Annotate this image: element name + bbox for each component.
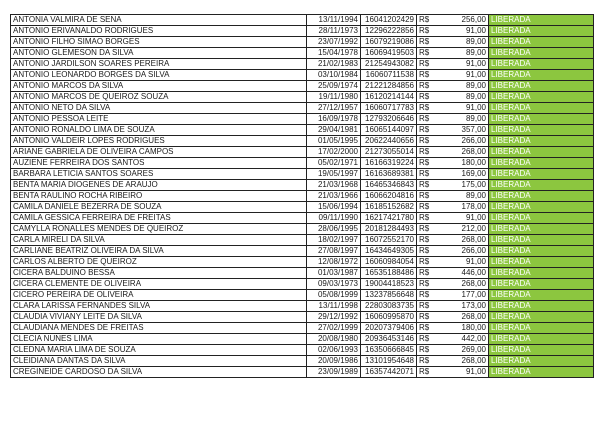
value-cell[interactable]: 89,00 [431, 48, 489, 59]
currency-cell[interactable]: R$ [417, 59, 431, 70]
date-cell[interactable]: 21/03/1968 [307, 180, 361, 191]
name-cell[interactable]: CLEDNA MARIA LIMA DE SOUZA [11, 345, 307, 356]
value-cell[interactable]: 357,00 [431, 125, 489, 136]
date-cell[interactable]: 27/02/1999 [307, 323, 361, 334]
status-cell[interactable]: LIBERADA [489, 92, 594, 103]
value-cell[interactable]: 180,00 [431, 323, 489, 334]
status-cell[interactable]: LIBERADA [489, 191, 594, 202]
value-cell[interactable]: 178,00 [431, 202, 489, 213]
name-cell[interactable]: BENTA RAULINO ROCHA RIBEIRO [11, 191, 307, 202]
table-row [11, 202, 594, 213]
table-row [11, 213, 594, 224]
code-cell[interactable]: 16065144097 [361, 125, 417, 136]
code-cell[interactable]: 16465346843 [361, 180, 417, 191]
name-cell[interactable]: ANTONIO MARCOS DE QUEIROZ SOUZA [11, 92, 307, 103]
code-cell[interactable]: 16434649305 [361, 246, 417, 257]
table-row [11, 147, 594, 158]
table-row [11, 367, 594, 378]
currency-cell[interactable]: R$ [417, 70, 431, 81]
table-row [11, 125, 594, 136]
value-cell[interactable]: 89,00 [431, 191, 489, 202]
status-cell[interactable]: LIBERADA [489, 367, 594, 378]
date-cell[interactable]: 15/06/1994 [307, 202, 361, 213]
name-cell[interactable]: CLEIDIANA DANTAS DA SILVA [11, 356, 307, 367]
date-cell[interactable]: 05/08/1999 [307, 290, 361, 301]
currency-cell[interactable]: R$ [417, 114, 431, 125]
table-row [11, 136, 594, 147]
status-cell[interactable]: LIBERADA [489, 279, 594, 290]
table-row [11, 158, 594, 169]
status-cell[interactable]: LIBERADA [489, 48, 594, 59]
date-cell[interactable]: 27/12/1957 [307, 103, 361, 114]
currency-cell[interactable]: R$ [417, 235, 431, 246]
date-cell[interactable]: 23/09/1989 [307, 367, 361, 378]
table-row [11, 268, 594, 279]
value-cell[interactable]: 446,00 [431, 268, 489, 279]
code-cell[interactable]: 20936453146 [361, 334, 417, 345]
records-table [10, 14, 594, 378]
name-cell[interactable]: ANTONIA VALMIRA DE SENA [11, 15, 307, 26]
value-cell[interactable]: 442,00 [431, 334, 489, 345]
currency-cell[interactable]: R$ [417, 367, 431, 378]
value-cell[interactable]: 175,00 [431, 180, 489, 191]
name-cell[interactable]: ANTONIO VALDEIR LOPES RODRIGUES [11, 136, 307, 147]
table-row [11, 81, 594, 92]
currency-cell[interactable]: R$ [417, 268, 431, 279]
value-cell[interactable]: 89,00 [431, 81, 489, 92]
currency-cell[interactable]: R$ [417, 202, 431, 213]
currency-cell[interactable]: R$ [417, 103, 431, 114]
name-cell[interactable]: CLARA LARISSA FERNANDES SILVA [11, 301, 307, 312]
code-cell[interactable]: 12296222856 [361, 26, 417, 37]
value-cell[interactable]: 256,00 [431, 15, 489, 26]
status-cell[interactable]: LIBERADA [489, 81, 594, 92]
records-table-body [11, 15, 594, 378]
date-cell[interactable]: 25/09/1974 [307, 81, 361, 92]
status-cell[interactable]: LIBERADA [489, 136, 594, 147]
currency-cell[interactable]: R$ [417, 345, 431, 356]
name-cell[interactable]: CICERA BALDUINO BESSA [11, 268, 307, 279]
code-cell[interactable]: 21221284856 [361, 81, 417, 92]
table-row [11, 246, 594, 257]
currency-cell[interactable]: R$ [417, 125, 431, 136]
currency-cell[interactable]: R$ [417, 37, 431, 48]
date-cell[interactable]: 17/02/2000 [307, 147, 361, 158]
value-cell[interactable]: 268,00 [431, 356, 489, 367]
table-row [11, 290, 594, 301]
table-row [11, 37, 594, 48]
code-cell[interactable]: 12793206646 [361, 114, 417, 125]
name-cell[interactable]: ANTONIO ERIVANALDO RODRIGUES [11, 26, 307, 37]
currency-cell[interactable]: R$ [417, 224, 431, 235]
value-cell[interactable]: 180,00 [431, 158, 489, 169]
value-cell[interactable]: 91,00 [431, 257, 489, 268]
currency-cell[interactable]: R$ [417, 180, 431, 191]
name-cell[interactable]: ANTONIO PESSOA LEITE [11, 114, 307, 125]
date-cell[interactable]: 21/03/1966 [307, 191, 361, 202]
value-cell[interactable]: 173,00 [431, 301, 489, 312]
status-cell[interactable]: LIBERADA [489, 70, 594, 81]
name-cell[interactable]: CICERO PEREIRA DE OLIVEIRA [11, 290, 307, 301]
table-row [11, 114, 594, 125]
status-cell[interactable]: LIBERADA [489, 114, 594, 125]
currency-cell[interactable]: R$ [417, 356, 431, 367]
table-row [11, 15, 594, 26]
status-cell[interactable]: LIBERADA [489, 290, 594, 301]
code-cell[interactable]: 21254943082 [361, 59, 417, 70]
value-cell[interactable]: 268,00 [431, 312, 489, 323]
code-cell[interactable]: 13101954648 [361, 356, 417, 367]
table-row [11, 334, 594, 345]
value-cell[interactable]: 91,00 [431, 367, 489, 378]
name-cell[interactable]: BARBARA LETICIA SANTOS SOARES [11, 169, 307, 180]
code-cell[interactable]: 16163689381 [361, 169, 417, 180]
code-cell[interactable]: 16060984054 [361, 257, 417, 268]
date-cell[interactable]: 27/08/1997 [307, 246, 361, 257]
currency-cell[interactable]: R$ [417, 290, 431, 301]
status-cell[interactable]: LIBERADA [489, 246, 594, 257]
code-cell[interactable]: 13237856648 [361, 290, 417, 301]
name-cell[interactable]: CAMILA DANIELE BEZERRA DE SOUZA [11, 202, 307, 213]
table-row [11, 92, 594, 103]
table-row [11, 323, 594, 334]
value-cell[interactable]: 268,00 [431, 235, 489, 246]
value-cell[interactable]: 91,00 [431, 213, 489, 224]
spreadsheet [10, 14, 593, 378]
currency-cell[interactable]: R$ [417, 334, 431, 345]
date-cell[interactable]: 18/02/1997 [307, 235, 361, 246]
currency-cell[interactable]: R$ [417, 312, 431, 323]
currency-cell[interactable]: R$ [417, 48, 431, 59]
value-cell[interactable]: 91,00 [431, 59, 489, 70]
table-row [11, 345, 594, 356]
status-cell[interactable]: LIBERADA [489, 224, 594, 235]
status-cell[interactable]: LIBERADA [489, 125, 594, 136]
currency-cell[interactable]: R$ [417, 279, 431, 290]
code-cell[interactable]: 16060711538 [361, 70, 417, 81]
name-cell[interactable]: ANTONIO GLEMESON DA SILVA [11, 48, 307, 59]
table-row [11, 279, 594, 290]
date-cell[interactable]: 28/11/1973 [307, 26, 361, 37]
name-cell[interactable]: CARLIANE BEATRIZ OLIVEIRA DA SILVA [11, 246, 307, 257]
code-cell[interactable]: 19004418523 [361, 279, 417, 290]
status-cell[interactable]: LIBERADA [489, 213, 594, 224]
status-cell[interactable]: LIBERADA [489, 180, 594, 191]
name-cell[interactable]: AUZIENE FERREIRA DOS SANTOS [11, 158, 307, 169]
date-cell[interactable]: 15/04/1978 [307, 48, 361, 59]
date-cell[interactable]: 03/10/1984 [307, 70, 361, 81]
date-cell[interactable]: 02/06/1993 [307, 345, 361, 356]
code-cell[interactable]: 16185152682 [361, 202, 417, 213]
currency-cell[interactable]: R$ [417, 301, 431, 312]
date-cell[interactable]: 01/05/1995 [307, 136, 361, 147]
date-cell[interactable]: 09/03/1973 [307, 279, 361, 290]
currency-cell[interactable]: R$ [417, 147, 431, 158]
code-cell[interactable]: 16166319224 [361, 158, 417, 169]
currency-cell[interactable]: R$ [417, 257, 431, 268]
table-row [11, 257, 594, 268]
code-cell[interactable]: 16217421780 [361, 213, 417, 224]
code-cell[interactable]: 16120214144 [361, 92, 417, 103]
status-cell[interactable]: LIBERADA [489, 345, 594, 356]
table-row [11, 48, 594, 59]
date-cell[interactable]: 01/03/1987 [307, 268, 361, 279]
name-cell[interactable]: ANTONIO NETO DA SILVA [11, 103, 307, 114]
name-cell[interactable]: CLAUDIANA MENDES DE FREITAS [11, 323, 307, 334]
name-cell[interactable]: ANTONIO LEONARDO BORGES DA SILVA [11, 70, 307, 81]
name-cell[interactable]: ANTONIO JARDILSON SOARES PEREIRA [11, 59, 307, 70]
code-cell[interactable]: 16069419503 [361, 48, 417, 59]
value-cell[interactable]: 89,00 [431, 92, 489, 103]
status-cell[interactable]: LIBERADA [489, 147, 594, 158]
value-cell[interactable]: 212,00 [431, 224, 489, 235]
status-cell[interactable]: LIBERADA [489, 37, 594, 48]
value-cell[interactable]: 177,00 [431, 290, 489, 301]
code-cell[interactable]: 21273055014 [361, 147, 417, 158]
date-cell[interactable]: 19/11/1980 [307, 92, 361, 103]
code-cell[interactable]: 20622440656 [361, 136, 417, 147]
date-cell[interactable]: 23/07/1992 [307, 37, 361, 48]
value-cell[interactable]: 169,00 [431, 169, 489, 180]
name-cell[interactable]: CREGINEIDE CARDOSO DA SILVA [11, 367, 307, 378]
status-cell[interactable]: LIBERADA [489, 334, 594, 345]
table-row [11, 356, 594, 367]
code-cell[interactable]: 16041202429 [361, 15, 417, 26]
name-cell[interactable]: ARIANE GABRIELA DE OLIVEIRA CAMPOS [11, 147, 307, 158]
name-cell[interactable]: ANTONIO RONALDO LIMA DE SOUZA [11, 125, 307, 136]
name-cell[interactable]: CARLOS ALBERTO DE QUEIROZ [11, 257, 307, 268]
value-cell[interactable]: 269,00 [431, 345, 489, 356]
date-cell[interactable]: 29/04/1981 [307, 125, 361, 136]
value-cell[interactable]: 91,00 [431, 70, 489, 81]
name-cell[interactable]: CLAUDIA VIVIANY LEITE DA SILVA [11, 312, 307, 323]
status-cell[interactable]: LIBERADA [489, 323, 594, 334]
table-row [11, 235, 594, 246]
currency-cell[interactable]: R$ [417, 246, 431, 257]
code-cell[interactable]: 16535188486 [361, 268, 417, 279]
status-cell[interactable]: LIBERADA [489, 26, 594, 37]
value-cell[interactable]: 89,00 [431, 37, 489, 48]
table-row [11, 180, 594, 191]
code-cell[interactable]: 20181284493 [361, 224, 417, 235]
name-cell[interactable]: CICERA CLEMENTE DE OLIVEIRA [11, 279, 307, 290]
status-cell[interactable]: LIBERADA [489, 235, 594, 246]
code-cell[interactable]: 16060717783 [361, 103, 417, 114]
name-cell[interactable]: CAMILA GESSICA FERREIRA DE FREITAS [11, 213, 307, 224]
status-cell[interactable]: LIBERADA [489, 268, 594, 279]
status-cell[interactable]: LIBERADA [489, 103, 594, 114]
currency-cell[interactable]: R$ [417, 15, 431, 26]
currency-cell[interactable]: R$ [417, 213, 431, 224]
table-row [11, 301, 594, 312]
currency-cell[interactable]: R$ [417, 191, 431, 202]
currency-cell[interactable]: R$ [417, 136, 431, 147]
value-cell[interactable]: 268,00 [431, 147, 489, 158]
name-cell[interactable]: CLECIA NUNES LIMA [11, 334, 307, 345]
name-cell[interactable]: ANTONIO FILHO SIMAO BORGES [11, 37, 307, 48]
status-cell[interactable]: LIBERADA [489, 257, 594, 268]
table-row [11, 224, 594, 235]
status-cell[interactable]: LIBERADA [489, 169, 594, 180]
name-cell[interactable]: CARLA MIRELI DA SILVA [11, 235, 307, 246]
value-cell[interactable]: 266,00 [431, 246, 489, 257]
currency-cell[interactable]: R$ [417, 169, 431, 180]
date-cell[interactable]: 20/08/1980 [307, 334, 361, 345]
code-cell[interactable]: 16350666845 [361, 345, 417, 356]
date-cell[interactable]: 13/11/1994 [307, 15, 361, 26]
date-cell[interactable]: 09/11/1990 [307, 213, 361, 224]
table-row [11, 312, 594, 323]
code-cell[interactable]: 22803083735 [361, 301, 417, 312]
code-cell[interactable]: 16357442071 [361, 367, 417, 378]
currency-cell[interactable]: R$ [417, 81, 431, 92]
table-row [11, 103, 594, 114]
date-cell[interactable]: 13/11/1998 [307, 301, 361, 312]
name-cell[interactable]: CAMYLLA RONALLES MENDES DE QUEIROZ [11, 224, 307, 235]
date-cell[interactable]: 12/08/1972 [307, 257, 361, 268]
date-cell[interactable]: 16/09/1978 [307, 114, 361, 125]
code-cell[interactable]: 16060995870 [361, 312, 417, 323]
table-row [11, 59, 594, 70]
value-cell[interactable]: 266,00 [431, 136, 489, 147]
status-cell[interactable]: LIBERADA [489, 356, 594, 367]
date-cell[interactable]: 05/02/1971 [307, 158, 361, 169]
date-cell[interactable]: 28/06/1995 [307, 224, 361, 235]
status-cell[interactable]: LIBERADA [489, 202, 594, 213]
code-cell[interactable]: 20207379406 [361, 323, 417, 334]
status-cell[interactable]: LIBERADA [489, 158, 594, 169]
name-cell[interactable]: BENTA MARIA DIOGENES DE ARAUJO [11, 180, 307, 191]
date-cell[interactable]: 29/12/1992 [307, 312, 361, 323]
date-cell[interactable]: 21/02/1983 [307, 59, 361, 70]
currency-cell[interactable]: R$ [417, 92, 431, 103]
status-cell[interactable]: LIBERADA [489, 301, 594, 312]
value-cell[interactable]: 91,00 [431, 103, 489, 114]
status-cell[interactable]: LIBERADA [489, 15, 594, 26]
table-row [11, 70, 594, 81]
currency-cell[interactable]: R$ [417, 158, 431, 169]
name-cell[interactable]: ANTONIO MARCOS DA SILVA [11, 81, 307, 92]
status-cell[interactable]: LIBERADA [489, 312, 594, 323]
currency-cell[interactable]: R$ [417, 323, 431, 334]
code-cell[interactable]: 16079219086 [361, 37, 417, 48]
currency-cell[interactable]: R$ [417, 26, 431, 37]
status-cell[interactable]: LIBERADA [489, 59, 594, 70]
table-row [11, 169, 594, 180]
value-cell[interactable]: 268,00 [431, 279, 489, 290]
date-cell[interactable]: 20/09/1986 [307, 356, 361, 367]
table-row [11, 191, 594, 202]
date-cell[interactable]: 19/05/1997 [307, 169, 361, 180]
value-cell[interactable]: 89,00 [431, 114, 489, 125]
code-cell[interactable]: 16066204816 [361, 191, 417, 202]
value-cell[interactable]: 91,00 [431, 26, 489, 37]
code-cell[interactable]: 16072552170 [361, 235, 417, 246]
table-row [11, 26, 594, 37]
